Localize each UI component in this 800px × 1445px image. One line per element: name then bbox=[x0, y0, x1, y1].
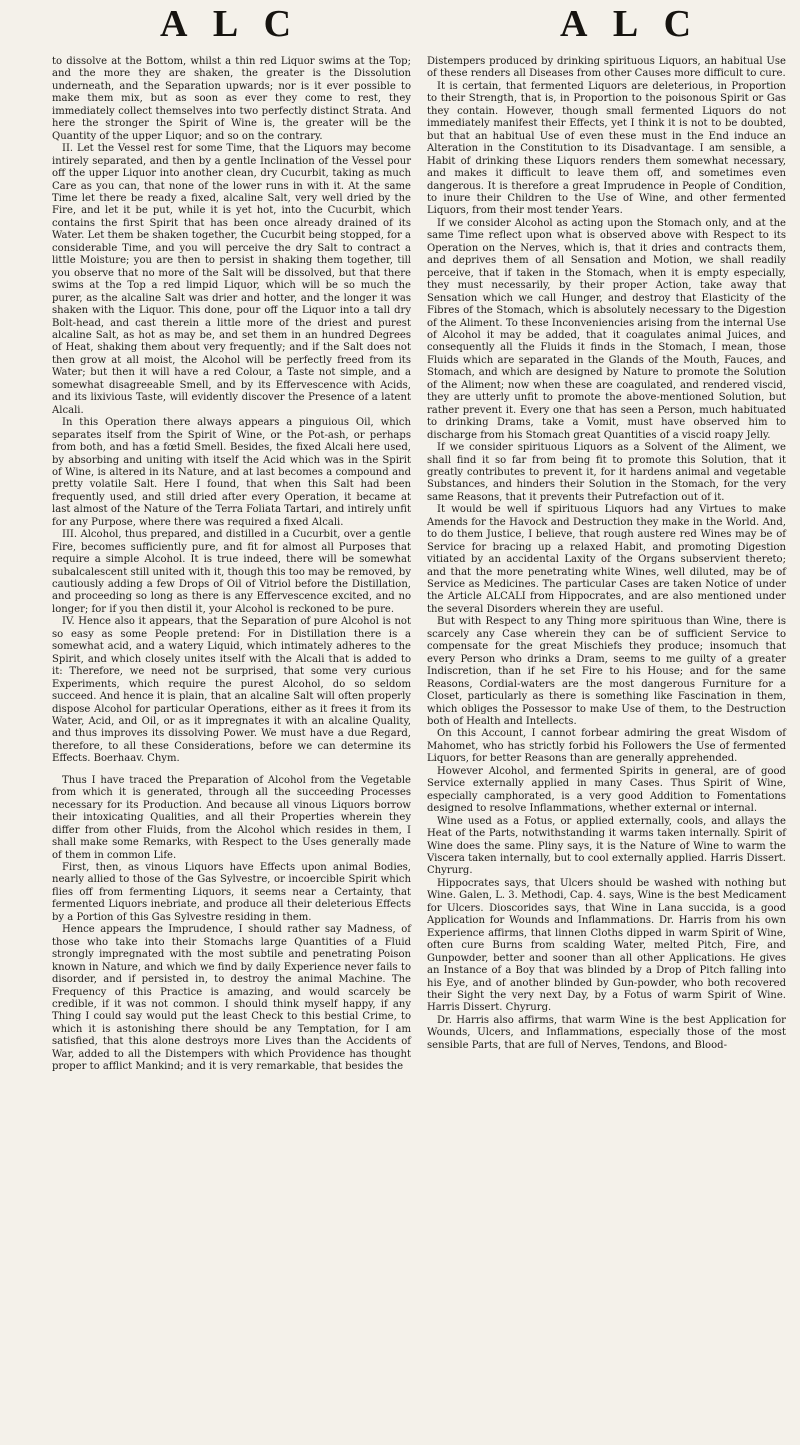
paragraph: III. Alcohol, thus prepared, and distilled in a Cucurbit, over a gentle Fire, becomes sufficiently pure, and fit for almost all Purposes that require a simple Alcohol. It is true indeed, there will be somewhat subalcalescent still united with it, though this too may be removed, by cautiously adding a few Drops of Oil of Vitriol before the Distillation, and proceeding so long as there is any Effervescence excited, and no longer; for if you then distil it, your Alcohol is reckoned to be pure. bbox=[52, 529, 411, 615]
paragraph: In this Operation there always appears a pinguious Oil, which separates itself from the Spirit of Wine, or the Pot-ash, or perhaps from both, and has a fœtid Smell. Besides, the fixed Alcali here used, by absorbing and uniting with itself the Acid which was in the Spirit of Wine, is altered in its Nature, and at last becomes a compound and pretty volatile Salt. Here I found, that when this Salt had been frequently used, and still dried after every Operation, it became at last almost of the Nature of the Terra Foliata Tartari, and intirely unfit for any Purpose, where there was required a fixed Alcali. bbox=[52, 417, 411, 528]
paragraph: Dr. Harris also affirms, that warm Wine is the best Application for Wounds, Ulcers, and Inflammations, especially those of the most sensible Parts, that are full of Nerves, Tendons, and Blood- bbox=[427, 1014, 786, 1051]
paragraph: Distempers produced by drinking spirituous Liquors, an habitual Use of these renders all Diseases from other Causes more difficult to cure. bbox=[427, 56, 786, 80]
paragraph: Thus I have traced the Preparation of Alcohol from the Vegetable from which it is generated, through all the succeeding Processes necessary for its Production. And because all vinous Liquors borrow their intoxicating Qualities, and all their Properties wherein they differ from other Fluids, from the Alcohol which resides in them, I shall make some Remarks, with Respect to the Uses generally made of them in common Life. bbox=[52, 774, 411, 861]
running-head-left: A L C bbox=[160, 3, 301, 45]
paragraph: to dissolve at the Bottom, whilst a thin red Liquor swims at the Top; and the more they are shaken, the greater is the Dissolution underneath, and the Separation upwards; nor is it ever possible to make them mix, but as soon as ever they come to rest, they immediately collect themselves into two perfectly distinct Strata. And here the stronger the Spirit of Wine is, the greater will be the Quantity of the upper Liquor; and so on the contrary. bbox=[52, 56, 411, 142]
paragraph: But with Respect to any Thing more spirituous than Wine, there is scarcely any Case wherein they can be of sufficient Service to compensate for the great Mischiefs they produce; insomuch that every Person who drinks a Dram, seems to me guilty of a greater Indiscretion, than if he set Fire to his House; and for the same Reasons, Cordial-waters are the most dangerous Furniture for a Closet, particularly as there is something like Fascination in them, which obliges the Possessor to make Use of them, to the Destruction both of Health and Intellects. bbox=[427, 616, 786, 728]
page-header bbox=[18, 0, 782, 52]
left-column bbox=[52, 56, 411, 1074]
paragraph: Hippocrates says, that Ulcers should be washed with nothing but Wine. Galen, L. 3. Methodi, Cap. 4. says, Wine is the best Medicament for Ulcers. Dioscorides says, that Wine in Lana succida, is a good Application for Wounds and Inflammations. Dr. Harris from his own Experience affirms, that linnen Cloths dipped in warm Spirit of Wine, often cure Burns from scalding Water, melted Pitch, Fire, and Gunpowder, better and sooner than all other Applications. He gives an Instance of a Boy that was blinded by a Drop of Pitch falling into his Eye, and of another blinded by Gun-powder, who both recovered their Sight the very next Day, by a Fotus of warm Spirit of Wine. Harris Dissert. Chyrurg. bbox=[427, 877, 786, 1014]
paragraph: If we consider spirituous Liquors as a Solvent of the Aliment, we shall find it so far from being fit to promote this Solution, that it greatly contributes to prevent it, for it hardens animal and vegetable Substances, and hinders their Solution in the Stomach, for the very same Reasons, that it prevents their Putrefaction out of it. bbox=[427, 442, 786, 503]
paragraph: IV. Hence also it appears, that the Separation of pure Alcohol is not so easy as some People pretend: For in Distillation there is a somewhat acid, and a watery Liquid, which intimately adheres to the Spirit, and which closely unites itself with the Alcali that is added to it: Therefore, we need not be surprised, that some very curious Experiments, which require the purest Alcohol, do so seldom succeed. And hence it is plain, that an alcaline Salt will often properly dispose Alcohol for particular Operations, either as it frees it from its Water, Acid, and Oil, or as it impregnates it with an alcaline Quality, and thus improves its dissolving Power. We must have a due Regard, therefore, to all these Considerations, before we can determine its Effects. Boerhaav. Chym. bbox=[52, 616, 411, 765]
running-head-right: A L C bbox=[560, 3, 701, 45]
paragraph: Wine used as a Fotus, or applied externally, cools, and allays the Heat of the Parts, notwithstanding it warms taken internally. Spirit of Wine does the same. Pliny says, it is the Nature of Wine to warm the Viscera taken internally, but to cool externally applied. Harris Dissert. Chyrurg. bbox=[427, 815, 786, 877]
paragraph: II. Let the Vessel rest for some Time, that the Liquors may become intirely separated, and then by a gentle Inclination of the Vessel pour off the upper Liquor into another clean, dry Cucurbit, taking as much Care as you can, that none of the lower runs in with it. At the same Time let there be ready a fixed, alcaline Salt, very well dried by the Fire, and let it be put, while it is yet hot, into the Cucurbit, which contains the first Spirit that has been once already drained of its Water. Let them be shaken together, the Cucurbit being stopped, for a considerable Time, and you will perceive the dry Salt to contract a little Moisture; you are then to persist in shaking them together, till you observe that no more of the Salt will be dissolved, but that there swims at the Top a red limpid Liquor, which will be so much the purer, as the alcaline Salt was drier and hotter, and the longer it was shaken with the Liquor. This done, pour off the Liquor into a tall dry Bolt-head, and cast therein a little more of the driest and purest alcaline Salt, as hot as may be, and set them in an hundred Degrees of Heat, shaking them about very frequently; and if the Salt does not then grow at all moist, the Alcohol will be perfectly freed from its Water; but then it will have a red Colour, a Taste not simple, and a somewhat disagreeable Smell, and by its Effervescence with Acids, and its lixivious Taste, will evidently discover the Presence of a latent Alcali. bbox=[52, 143, 411, 416]
right-column bbox=[427, 56, 786, 1074]
paragraph: It is certain, that fermented Liquors are deleterious, in Proportion to their Strength, that is, in Proportion to the poisonous Spirit or Gas they contain. However, though small fermented Liquors do not immediately manifest their Effects, yet I think it is not to be doubted, but that an habitual Use of even these must in the End induce an Alteration in the Constitution to its Disadvantage. I am sensible, a Habit of drinking these Liquors renders them somewhat necessary, and makes it difficult to leave them off, and sometimes even dangerous. It is therefore a great Imprudence in People of Condition, to inure their Children to the Use of Wine, and other fermented Liquors, from their most tender Years. bbox=[427, 80, 786, 217]
paragraph: Hence appears the Imprudence, I should rather say Madness, of those who take into their Stomachs large Quantities of a Fluid strongly impregnated with the most subtile and penetrating Poison known in Nature, and which we find by daily Experience never fails to disorder, and if persisted in, to destroy the animal Machine. The Frequency of this Practice is amazing, and would scarcely be credible, if it was not common. I should think myself happy, if any Thing I could say would put the least Check to this bestial Crime, to which it is astonishing there should be any Temptation, for I am satisfied, that this alone destroys more Lives than the Accidents of War, added to all the Distempers with which Providence has thought proper to afflict Mankind; and it is very remarkable, that besides the bbox=[52, 924, 411, 1073]
text-columns bbox=[52, 56, 786, 1074]
paragraph: However Alcohol, and fermented Spirits in general, are of good Service externally applied in many Cases. Thus Spirit of Wine, especially camphorated, is a very good Addition to Fomentations designed to resolve Inflammations, whether external or internal. bbox=[427, 765, 786, 815]
paragraph: It would be well if spirituous Liquors had any Virtues to make Amends for the Havock and Destruction they make in the World. And, to do them Justice, I believe, that rough austere red Wines may be of Service for bracing up a relaxed Habit, and promoting Digestion vitiated by an accidental Laxity of the Organs subservient thereto; and that the more penetrating white Wines, well diluted, may be of Service as Medicines. The particular Cases are taken Notice of under the Article ALCALI from Hippocrates, and are also mentioned under the several Disorders wherein they are useful. bbox=[427, 504, 786, 615]
paragraph: If we consider Alcohol as acting upon the Stomach only, and at the same Time reflect upon what is observed above with Respect to its Operation on the Nerves, which is, that it dries and contracts them, and deprives them of all Sensation and Motion, we shall readily perceive, that if taken in the Stomach, when it is empty especially, they must necessarily, by their proper Action, take away that Sensation which we call Hunger, and destroy that Elasticity of the Fibres of the Stomach, which is absolutely necessary to the Digestion of the Aliment. To these Inconveniencies arising from the internal Use of Alcohol it may be added, that it coagulates animal Juices, and consequently all the Fluids it finds in the Stomach, I mean, those Fluids which are separated in the Glands of the Mouth, Fauces, and Stomach, and which are designed by Nature to promote the Solution of the Aliment; now when these are coagulated, and rendered viscid, they are utterly unfit to promote the above-mentioned Solution, but rather prevent it. Every one that has seen a Person, much habituated to drinking Drams, take a Vomit, must have observed him to discharge from his Stomach great Quantities of a viscid roapy Jelly. bbox=[427, 217, 786, 441]
paragraph: On this Account, I cannot forbear admiring the great Wisdom of Mahomet, who has strictly forbid his Followers the Use of fermented Liquors, for better Reasons than are generally apprehended. bbox=[427, 728, 786, 765]
paragraph: First, then, as vinous Liquors have Effects upon animal Bodies, nearly allied to those of the Gas Sylvestre, or incoercible Spirit which flies off from fermenting Liquors, it seems near a Certainty, that fermented Liquors inebriate, and produce all their deleterious Effects by a Portion of this Gas Sylvestre residing in them. bbox=[52, 862, 411, 923]
